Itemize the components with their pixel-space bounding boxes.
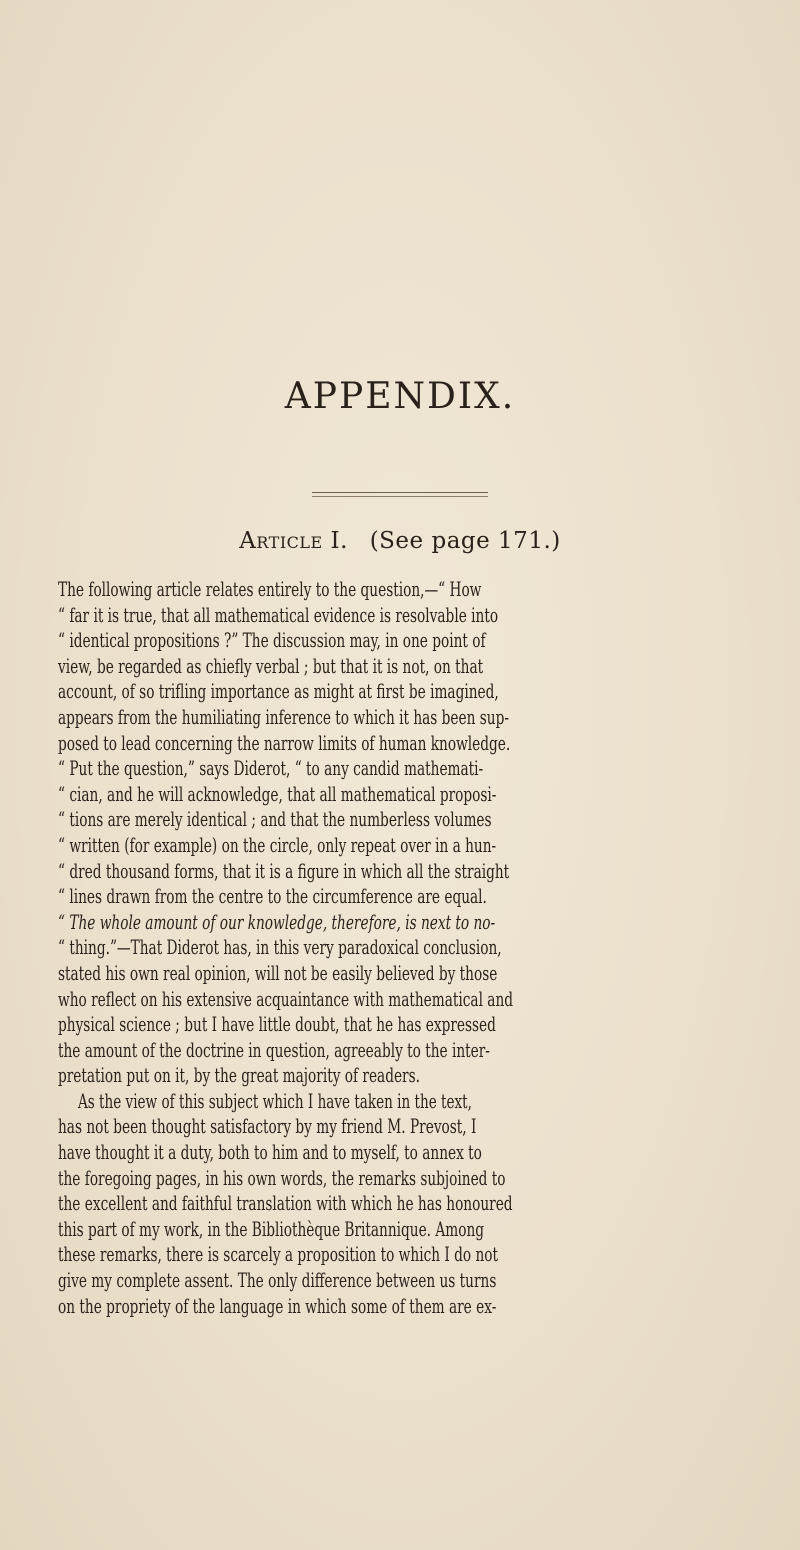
text-line: As the view of this subject which I have taken in the text, bbox=[78, 1088, 472, 1113]
article-label: Article I. bbox=[239, 528, 348, 554]
text-line: “ far it is true, that all mathematical evidence is resolvable into bbox=[58, 602, 499, 627]
text-line: give my complete assent. The only difference between us turns bbox=[58, 1268, 497, 1293]
text-line: on the propriety of the language in which some of them are ex- bbox=[58, 1293, 497, 1318]
title-divider-secondary bbox=[312, 496, 488, 497]
text-line: appears from the humiliating inference to which it has been sup- bbox=[58, 704, 509, 729]
text-line: view, be regarded as chiefly verbal ; but that it is not, on that bbox=[58, 653, 484, 678]
text-line: “ dred thousand forms, that it is a figure in which all the straight bbox=[58, 858, 510, 883]
title-divider bbox=[312, 492, 488, 493]
text-line: these remarks, there is scarcely a proposition to which I do not bbox=[58, 1242, 499, 1267]
page-reference: (See page 171.) bbox=[369, 528, 561, 554]
text-line: the foregoing pages, in his own words, the remarks subjoined to bbox=[58, 1165, 506, 1190]
text-line: “ The whole amount of our knowledge, therefore, is next to no- bbox=[58, 909, 496, 934]
text-line: the amount of the doctrine in question, agreeably to the inter- bbox=[58, 1037, 490, 1062]
text-line: account, of so trifling importance as might at first be imagined, bbox=[58, 679, 499, 704]
text-line: posed to lead concerning the narrow limits of human knowledge. bbox=[58, 730, 511, 755]
text-line: has not been thought satisfactory by my friend M. Prevost, I bbox=[58, 1114, 477, 1139]
text-line: “ identical propositions ?” The discussion may, in one point of bbox=[58, 628, 486, 653]
text-line: “ cian, and he will acknowledge, that all mathematical proposi- bbox=[58, 781, 497, 806]
text-line: “ written (for example) on the circle, only repeat over in a hun- bbox=[58, 832, 497, 857]
text-line: “ Put the question,” says Diderot, “ to any candid mathemati- bbox=[58, 756, 484, 781]
text-line: who reflect on his extensive acquaintance with mathematical and bbox=[58, 986, 514, 1011]
article-heading bbox=[0, 528, 800, 554]
text-line: “ lines drawn from the centre to the circumference are equal. bbox=[58, 884, 487, 909]
text-line: this part of my work, in the Bibliothèque Britannique. Among bbox=[58, 1216, 485, 1241]
text-line: physical science ; but I have little doubt, that he has expressed bbox=[58, 1012, 496, 1037]
text-line: stated his own real opinion, will not be easily believed by those bbox=[58, 960, 498, 985]
text-line: the excellent and faithful translation with which he has honoured bbox=[58, 1191, 513, 1216]
text-line: “ tions are merely identical ; and that the numberless volumes bbox=[58, 807, 492, 832]
text-line: have thought it a duty, both to him and to myself, to annex to bbox=[58, 1140, 482, 1165]
text-line: pretation put on it, by the great majority of readers. bbox=[58, 1063, 420, 1088]
text-line: “ thing.”—That Diderot has, in this very paradoxical conclusion, bbox=[58, 935, 502, 960]
page-title: APPENDIX. bbox=[284, 376, 516, 417]
article-body bbox=[58, 577, 800, 1319]
text-line: The following article relates entirely to the question,—“ How bbox=[58, 577, 482, 601]
